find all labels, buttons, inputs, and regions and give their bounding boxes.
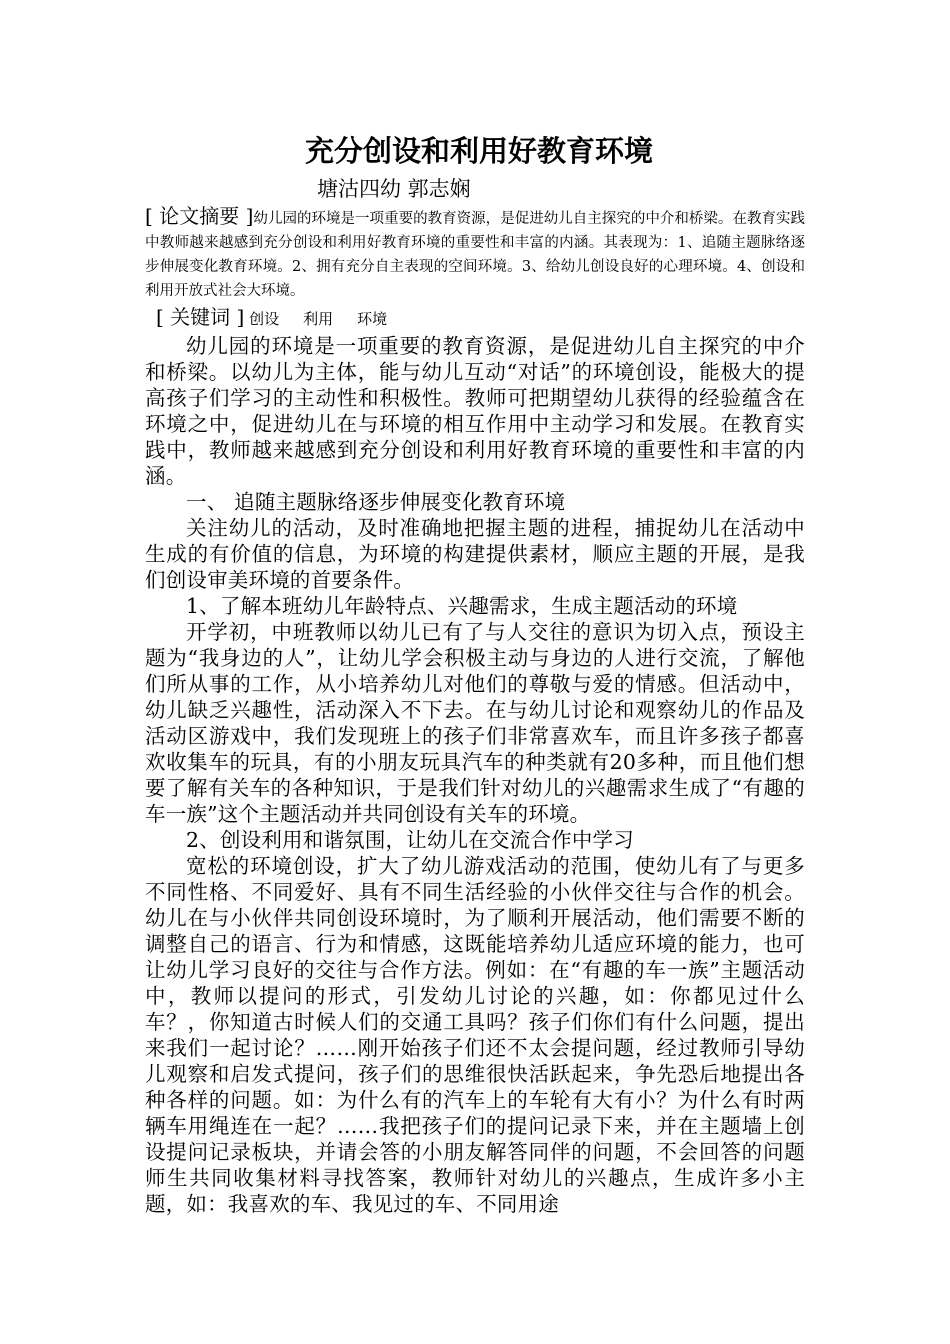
keyword: 利用: [303, 310, 334, 328]
paragraph: 关注幼儿的活动，及时准确地把握主题的进程，捕捉幼儿在活动中生成的有价值的信息，为环境的构建提供素材，顺应主题的开展，是我们创设审美环境的首要条件。: [145, 516, 805, 592]
body-text: [145, 333, 805, 1217]
abstract-text: 幼儿园的环境是一项重要的教育资源，是促进幼儿自主探究的中介和桥梁。在教育实践中教师越来越感到充分创设和利用好教育环境的重要性和丰富的内涵。其表现为：1、追随主题脉络逐步伸展变化教育环境。2、拥有充分自主表现的空间环境。3、给幼儿创设良好的心理环境。4、创设和利用开放式社会大环境。: [145, 211, 805, 299]
document-page: [145, 128, 805, 1217]
abstract: [145, 204, 805, 303]
keywords: [156, 303, 805, 333]
keywords-tag: [ 关键词 ]: [156, 305, 245, 329]
section-heading: 一、 追随主题脉络逐步伸展变化教育环境: [186, 490, 566, 514]
paragraph: 幼儿园的环境是一项重要的教育资源，是促进幼儿自主探究的中介和桥梁。以幼儿为主体，能与幼儿互动“对话”的环境创设，能极大的提高孩子们学习的主动性和积极性。教师可把期望幼儿获得的经验蕴含在环境之中，促进幼儿在与环境的相互作用中主动学习和发展。在教育实践中，教师越来越感到充分创设和利用好教育环境的重要性和丰富的内涵。: [145, 334, 805, 488]
paragraph: 宽松的环境创设，扩大了幼儿游戏活动的范围，使幼儿有了与更多不同性格、不同爱好、具有不同生活经验的小伙伴交往与合作的机会。幼儿在与小伙伴共同创设环境时，为了顺利开展活动，他们需要不断的调整自己的语言、行为和情感，这既能培养幼儿适应环境的能力，也可让幼儿学习良好的交往与合作方法。例如：在“有趣的车一族”主题活动中，教师以提问的形式，引发幼儿讨论的兴趣，如：你都见过什么车？，你知道古时候人们的交通工具吗？孩子们你们有什么问题，提出来我们一起讨论？……刚开始孩子们还不太会提问题，经过教师引导幼儿观察和启发式提问，孩子们的思维很快活跃起来，争先恐后地提出各种各样的问题。如：为什么有的汽车上的车轮有大有小？为什么有时两辆车用绳连在一起？……我把孩子们的提问记录下来，并在主题墙上创设提问记录板块，并请会答的小朋友解答同伴的问题，不会回答的问题师生共同收集材料寻找答案，教师针对幼儿的兴趣点，生成许多小主题，如：我喜欢的车、我见过的车、不同用途: [145, 854, 805, 1216]
keyword: 环境: [357, 310, 388, 328]
abstract-tag: [ 论文摘要 ]: [145, 204, 254, 228]
author-line: 塘沽四幼 郭志娴: [317, 177, 471, 201]
paragraph: 开学初，中班教师以幼儿已有了与人交往的意识为切入点，预设主题为“我身边的人”，让幼儿学会积极主动与身边的人进行交流，了解他们所从事的工作，从小培养幼儿对他们的尊敬与爱的情感。但活动中，幼儿缺乏兴趣性，活动深入不下去。在与幼儿讨论和观察幼儿的作品及活动区游戏中，我们发现班上的孩子们非常喜欢车，而且许多孩子都喜欢收集车的玩具，有的小朋友玩具汽车的种类就有20多种，而且他们想要了解有关车的各种知识，于是我们针对幼儿的兴趣需求生成了“有趣的车一族”这个主题活动并共同创设有关车的环境。: [145, 620, 805, 826]
document-title: 充分创设和利用好教育环境: [304, 134, 653, 168]
keyword: 创设: [249, 310, 280, 328]
subsection-heading: 1、了解本班幼儿年龄特点、兴趣需求，生成主题活动的环境: [186, 594, 738, 618]
subsection-heading: 2、创设利用和谐氛围，让幼儿在交流合作中学习: [186, 828, 634, 852]
